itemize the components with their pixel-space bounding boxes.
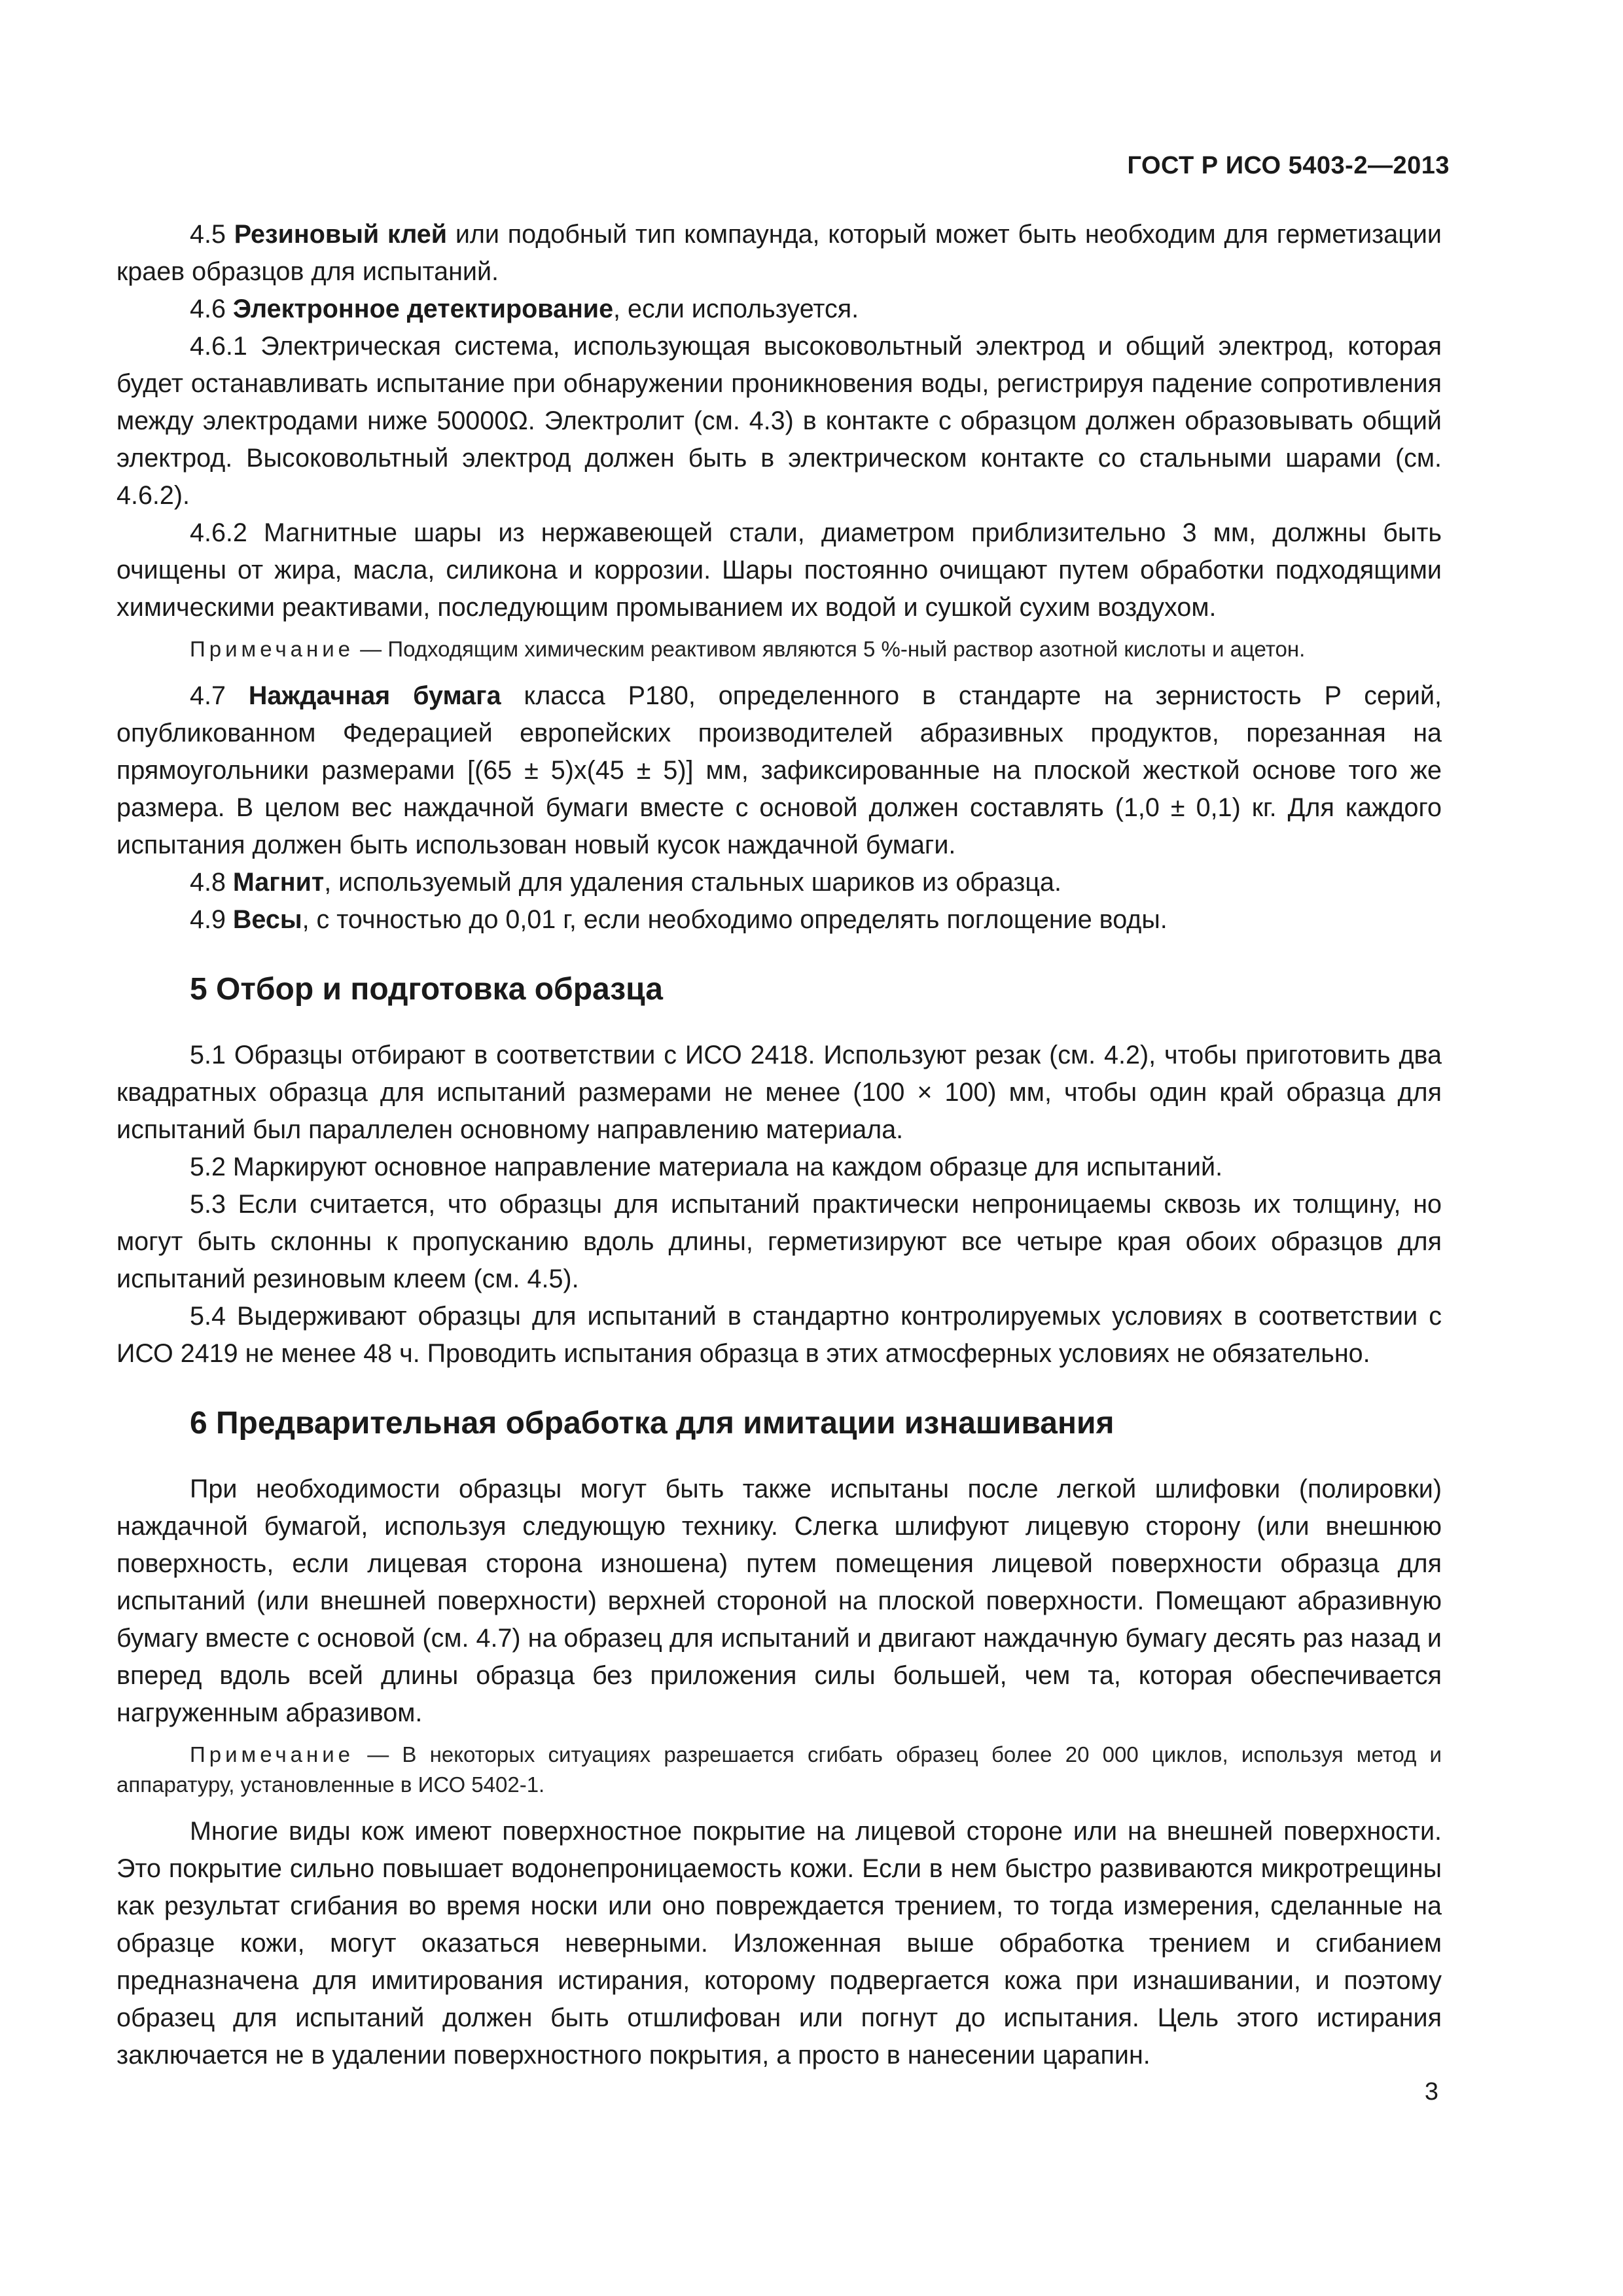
document-code-header: ГОСТ Р ИСО 5403-2—2013 — [1127, 152, 1450, 179]
clause-term: Резиновый клей — [234, 220, 448, 249]
clause-term: Магнит — [232, 868, 325, 897]
note-text: — В некоторых ситуациях разрешается сгибать образец более 20 000 циклов, используя метод и аппаратуру, установленные в ИСО 5402-1. — [116, 1742, 1442, 1797]
section-5-heading: 5 Отбор и подготовка образца — [190, 972, 663, 1007]
note-text: — Подходящим химическим реактивом являются 5 %-ный раствор азотной кислоты и ацетон. — [354, 637, 1306, 661]
clause-4-5 — [116, 216, 1442, 291]
clause-term: Наждачная бумага — [248, 681, 501, 710]
clause-5-4: 5.4 Выдерживают образцы для испытаний в стандартно контролируемых условиях в соответствии с ИСО 2419 не менее 48 ч. Проводить испытания образца в этих атмосферных условиях не обязательно. — [116, 1302, 1442, 1368]
clause-term: Весы — [232, 905, 302, 934]
note-4-6-2 — [116, 634, 1442, 664]
clause-5-1: 5.1 Образцы отбирают в соответствии с ИСО 2418. Используют резак (см. 4.2), чтобы приготовить два квадратных образца для испытаний размерами не менее (100 × 100) мм, чтобы один край образца для испытаний был параллелен основному направлению материала. — [116, 1041, 1442, 1144]
clause-4-9 — [116, 901, 1442, 939]
clause-4-6 — [116, 291, 1442, 328]
note-label: Примечание — [190, 1742, 355, 1767]
clause-4-6-2: 4.6.2 Магнитные шары из нержавеющей стали, диаметром приблизительно 3 мм, должны быть очищены от жира, масла, силикона и коррозии. Шары постоянно очищают путем обработки подходящими химическими реактивами, последующим промыванием их водой и сушкой сухим воздухом. — [116, 518, 1442, 622]
clause-text: класса P180, определенного в стандарте на зернистость P серий, опубликованном Федерацией европейских производителей абразивных продуктов, порезанная на прямоугольники размерами [(65 ± 5)x(45 ± 5)] мм, зафиксированные на плоской жесткой основе того же размера. В целом вес наждачной бумаги вместе с основой должен составлять (1,0 ± 0,1) кг. Для каждого испытания должен быть использован новый кусок наждачной бумаги. — [116, 681, 1442, 859]
note-section-6 — [116, 1740, 1442, 1800]
clause-number: 4.5 — [190, 220, 226, 249]
note-label: Примечание — [190, 637, 355, 661]
clause-number: 4.8 — [190, 868, 226, 897]
clause-5-2: 5.2 Маркируют основное направление материала на каждом образце для испытаний. — [190, 1153, 1223, 1181]
clause-5-3: 5.3 Если считается, что образцы для испытаний практически непроницаемы сквозь их толщину, но могут быть склонны к пропусканию вдоль длины, герметизируют все четыре края обоих образцов для испытаний резиновым клеем (см. 4.5). — [116, 1190, 1442, 1293]
document-body — [116, 216, 1442, 2074]
clause-text: , с точностью до 0,01 г, если необходимо определять поглощение воды. — [302, 905, 1168, 934]
clause-text: или подобный тип компаунда, который может быть необходим для герметизации краев образцов для испытаний. — [116, 220, 1442, 286]
section-6-paragraph-2: Многие виды кож имеют поверхностное покрытие на лицевой стороне или на внешней поверхности. Это покрытие сильно повышает водонепроницаемость кожи. Если в нем быстро развиваются микротрещины как результат сгибания во время носки или оно повреждается трением, то тогда измерения, сделанные на образце кожи, могут оказаться неверными. Изложенная выше обработка трением и сгибанием предназначена для имитирования истирания, которому подвергается кожа при изнашивании, и поэтому образец для испытаний должен быть отшлифован или погнут до испытания. Цель этого истирания заключается не в удалении поверхностного покрытия, а просто в нанесении царапин. — [116, 1817, 1442, 2070]
clause-text: , используемый для удаления стальных шариков из образца. — [324, 868, 1061, 897]
section-6-paragraph-1: При необходимости образцы могут быть также испытаны после легкой шлифовки (полировки) наждачной бумагой, используя следующую технику. Слегка шлифуют лицевую сторону (или внешнюю поверхность, если лицевая сторона изношена) путем помещения лицевой поверхности образца для испытаний (или внешней поверхности) верхней стороной на плоской поверхности. Помещают абразивную бумагу вместе с основой (см. 4.7) на образец для испытаний и двигают наждачную бумагу десять раз назад и вперед вдоль всей длины образца без приложения силы большей, чем та, которая обеспечивается нагруженным абразивом. — [116, 1475, 1442, 1727]
clause-4-6-1: 4.6.1 Электрическая система, использующая высоковольтный электрод и общий электрод, которая будет останавливать испытание при обнаружении проникновения воды, регистрируя падение сопротивления между электродами ниже 50000Ω. Электролит (см. 4.3) в контакте с образцом должен образовывать общий электрод. Высоковольтный электрод должен быть в электрическом контакте со стальными шарами (см. 4.6.2). — [116, 332, 1442, 510]
clause-number: 4.7 — [190, 681, 226, 710]
section-6-heading: 6 Предварительная обработка для имитации изнашивания — [190, 1406, 1115, 1441]
clause-4-7 — [116, 677, 1442, 864]
clause-text: , если используется. — [613, 295, 859, 323]
page-number: 3 — [1424, 2078, 1438, 2106]
clause-term: Электронное детектирование — [232, 295, 614, 323]
clause-4-8 — [116, 864, 1442, 901]
clause-number: 4.6 — [190, 295, 226, 323]
clause-number: 4.9 — [190, 905, 226, 934]
